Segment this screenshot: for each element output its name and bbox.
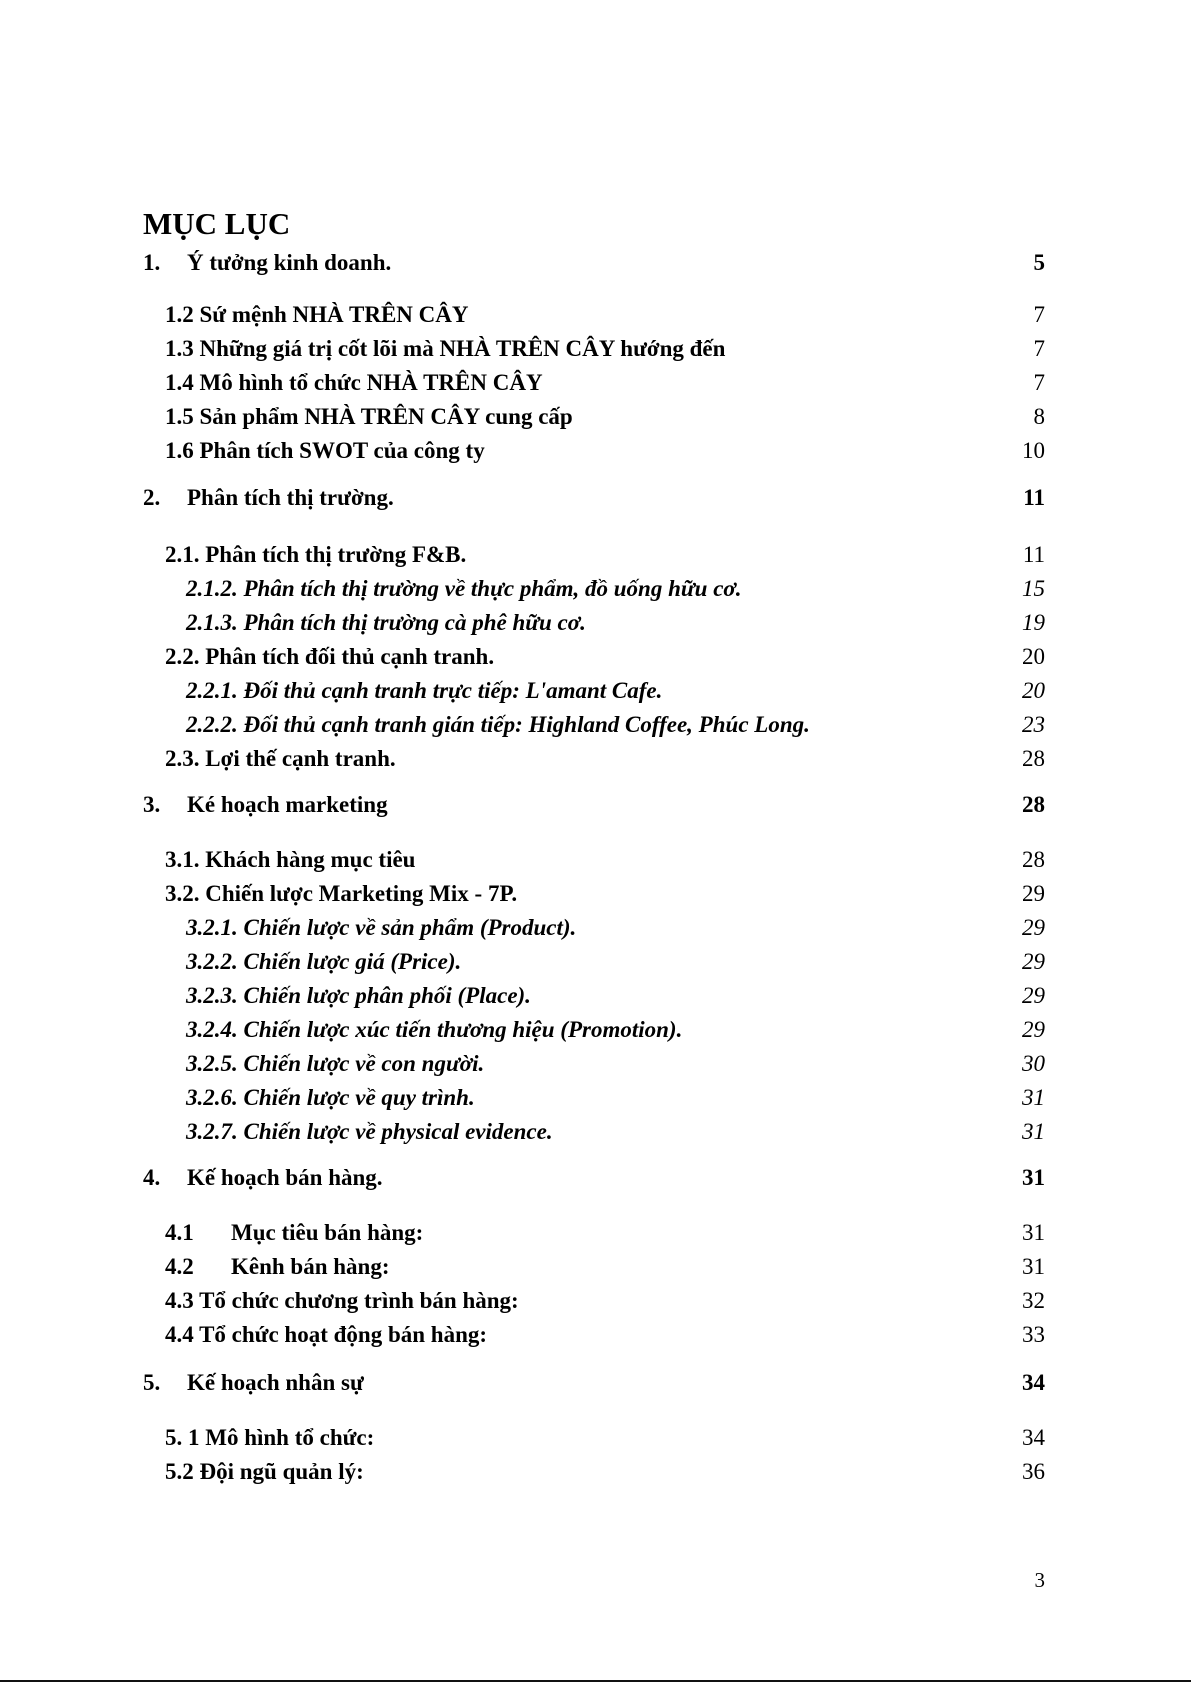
toc-entry-page: 15 [1022,576,1045,601]
toc-entry-label: 3. Ké hoạch marketing [143,792,388,817]
toc-entry-page: 29 [1022,983,1045,1008]
toc-entry-2-1-3[interactable] [186,609,1045,637]
toc-entry-1-4[interactable] [165,369,1045,397]
footer-rule [0,1680,1191,1682]
toc-entry-label: 3.2.7. Chiến lược về physical evidence. [186,1119,553,1144]
toc-entry-page: 7 [1033,370,1045,395]
toc-entry-4-2[interactable] [165,1253,1045,1281]
toc-entry-5-2[interactable] [165,1458,1045,1486]
toc-entry-label: 2.3. Lợi thế cạnh tranh. [165,746,396,771]
toc-entry-page: 34 [1022,1425,1045,1450]
toc-entry-3-2[interactable] [165,880,1045,908]
toc-entry-4-4[interactable] [165,1321,1045,1349]
toc-entry-label: 3.2.5. Chiến lược về con người. [186,1051,485,1076]
toc-entry-2-2-1[interactable] [186,677,1045,705]
toc-entry-2-3[interactable] [165,745,1045,773]
toc-entry-page: 28 [1022,746,1045,771]
toc-entry-page: 31 [1022,1119,1045,1144]
toc-entry-page: 5 [1033,250,1045,275]
toc-entry-label: 5.2 Đội ngũ quản lý: [165,1459,364,1484]
toc-entry-2-1[interactable] [165,541,1045,569]
toc-entry-page: 29 [1022,881,1045,906]
toc-entry-5-1[interactable] [165,1424,1045,1452]
toc-entry-5[interactable] [143,1369,1045,1397]
toc-entry-page: 31 [1022,1085,1045,1110]
toc-entry-label: 3.2.4. Chiến lược xúc tiến thương hiệu (Promotion). [186,1017,683,1042]
toc-entry-page: 28 [1022,792,1045,817]
toc-entry-label: 2.2. Phân tích đối thủ cạnh tranh. [165,644,495,669]
toc-entry-page: 23 [1022,712,1045,737]
toc-entry-label: 3.2.1. Chiến lược về sản phẩm (Product). [186,915,577,940]
toc-entry-page: 11 [1023,485,1045,510]
toc-entry-3-2-2[interactable] [186,948,1045,976]
toc-entry-page: 28 [1022,847,1045,872]
toc-entry-1-5[interactable] [165,403,1045,431]
toc-entry-label: 1. Ý tưởng kinh doanh. [143,250,392,275]
toc-entry-4[interactable] [143,1164,1045,1192]
toc-entry-2-2[interactable] [165,643,1045,671]
toc-entry-label: 1.6 Phân tích SWOT của công ty [165,438,485,463]
toc-entry-1[interactable] [143,249,1045,277]
toc-entry-3-2-1[interactable] [186,914,1045,942]
toc-entry-label: 4.2 Kênh bán hàng: [165,1254,390,1279]
toc-entry-label: 5. Kế hoạch nhân sự [143,1370,364,1395]
toc-entry-3[interactable] [143,791,1045,819]
toc-entry-label: 2. Phân tích thị trường. [143,485,394,510]
toc-entry-label: 3.2. Chiến lược Marketing Mix - 7P. [165,881,518,906]
toc-entry-3-2-6[interactable] [186,1084,1045,1112]
toc-entry-page: 29 [1022,949,1045,974]
toc-entry-2-2-2[interactable] [186,711,1045,739]
toc-entry-label: 1.5 Sản phẩm NHÀ TRÊN CÂY cung cấp [165,404,573,429]
toc-entry-page: 32 [1022,1288,1045,1313]
toc-entry-page: 30 [1022,1051,1045,1076]
toc-entry-page: 20 [1022,678,1045,703]
toc-entry-page: 7 [1033,302,1045,327]
toc-entry-label: 4.3 Tổ chức chương trình bán hàng: [165,1288,519,1313]
toc-entry-page: 29 [1022,915,1045,940]
toc-entry-label: 2.2.2. Đối thủ cạnh tranh gián tiếp: Highland Coffee, Phúc Long. [186,712,810,737]
toc-entry-page: 31 [1022,1220,1045,1245]
toc-entry-page: 33 [1022,1322,1045,1347]
toc-entry-1-3[interactable] [165,335,1045,363]
toc-entry-1-2[interactable] [165,301,1045,329]
toc-entry-page: 11 [1022,542,1045,567]
toc-entry-page: 19 [1022,610,1045,635]
toc-entry-page: 10 [1022,438,1045,463]
toc-entry-label: 1.3 Những giá trị cốt lõi mà NHÀ TRÊN CÂY hướng đến [165,336,726,361]
toc-entry-page: 7 [1033,336,1045,361]
toc-title: MỤC LỤC [143,206,291,241]
toc-entry-label: 2.1. Phân tích thị trường F&B. [165,542,467,567]
toc-entry-label: 4.1 Mục tiêu bán hàng: [165,1220,424,1245]
toc-entry-3-2-5[interactable] [186,1050,1045,1078]
toc-entry-page: 20 [1022,644,1045,669]
toc-entry-label: 3.2.6. Chiến lược về quy trình. [186,1085,475,1110]
toc-entry-label: 2.2.1. Đối thủ cạnh tranh trực tiếp: L'amant Cafe. [186,678,663,703]
toc-entry-page: 8 [1033,404,1045,429]
toc-entry-3-1[interactable] [165,846,1045,874]
toc-entry-4-1[interactable] [165,1219,1045,1247]
toc-entry-label: 3.2.3. Chiến lược phân phối (Place). [186,983,531,1008]
toc-entry-3-2-7[interactable] [186,1118,1045,1146]
toc-entry-label: 5. 1 Mô hình tổ chức: [165,1425,375,1450]
toc-entry-label: 1.2 Sứ mệnh NHÀ TRÊN CÂY [165,302,469,327]
toc-entry-3-2-4[interactable] [186,1016,1045,1044]
toc-entry-label: 2.1.3. Phân tích thị trường cà phê hữu cơ. [186,610,586,635]
toc-entry-2-1-2[interactable] [186,575,1045,603]
page-number: 3 [1034,1568,1045,1592]
toc-entry-2[interactable] [143,484,1045,512]
toc-entry-page: 34 [1022,1370,1045,1395]
toc-entry-label: 1.4 Mô hình tổ chức NHÀ TRÊN CÂY [165,370,543,395]
toc-entry-page: 31 [1022,1254,1045,1279]
toc-entry-label: 2.1.2. Phân tích thị trường về thực phẩm, đồ uống hữu cơ. [186,576,742,601]
toc-entry-1-6[interactable] [165,437,1045,465]
toc-entry-label: 4. Kế hoạch bán hàng. [143,1165,383,1190]
toc-entry-label: 3.1. Khách hàng mục tiêu [165,847,416,872]
toc-entry-page: 29 [1022,1017,1045,1042]
toc-entry-3-2-3[interactable] [186,982,1045,1010]
toc-entry-page: 31 [1022,1165,1045,1190]
toc-entry-page: 36 [1022,1459,1045,1484]
toc-entry-4-3[interactable] [165,1287,1045,1315]
toc-entry-label: 4.4 Tổ chức hoạt động bán hàng: [165,1322,488,1347]
toc-entry-label: 3.2.2. Chiến lược giá (Price). [186,949,462,974]
